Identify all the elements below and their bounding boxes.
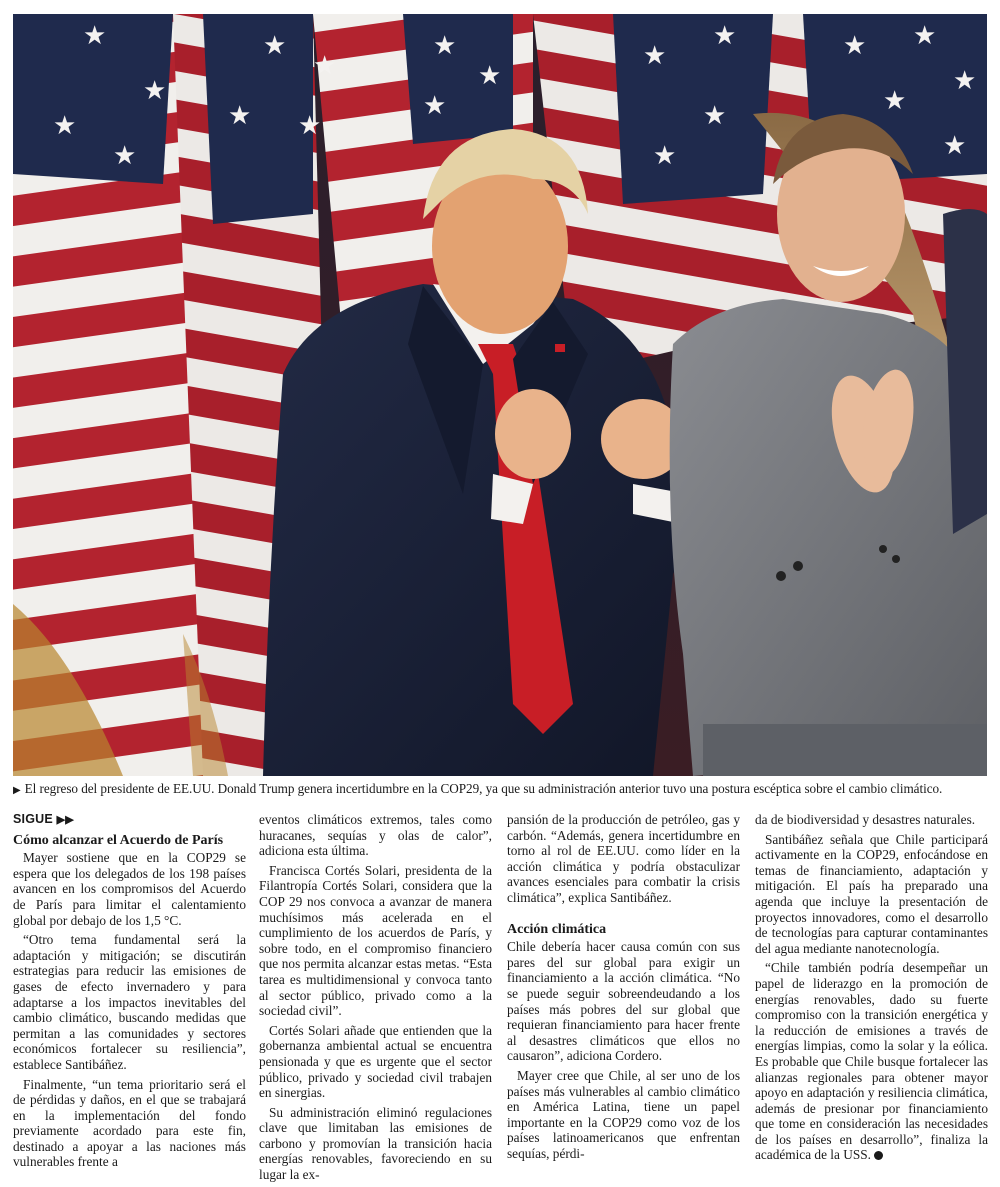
svg-text:★: ★: [143, 76, 167, 106]
svg-text:★: ★: [53, 111, 77, 141]
svg-text:★: ★: [298, 111, 322, 141]
paragraph: Cortés Solari añade que entienden que la gobernanza ambiental actual se encuentra pensionada y que es urgente que el sector público, privado y sociedad civil trabajen en sinergias.: [259, 1022, 492, 1101]
svg-text:★: ★: [883, 86, 907, 116]
paragraph: [755, 960, 988, 1163]
paragraph: Mayer cree que Chile, al ser uno de los países más vulnerables al cambio climático en América Latina, tiene un papel importante en la COP29 como voz de los países latinoamericanos que enfrentan sequías, pérdi-: [507, 1067, 740, 1161]
svg-text:★: ★: [943, 131, 967, 161]
svg-text:★: ★: [423, 91, 447, 121]
sigue-text: SIGUE: [13, 812, 53, 826]
photo-caption: [13, 780, 993, 799]
article-column-4: [755, 812, 988, 1167]
paragraph-continued: pansión de la producción de petróleo, gas y carbón. “Además, genera incertidumbre en torno al rol de EE.UU. como líder en la acción climática y podría obstaculizar avances esenciales para combatir la crisis climática”, explica Santibáñez.: [507, 812, 740, 905]
photo-illustration: [13, 14, 987, 776]
news-photo: [13, 14, 987, 776]
article-column-1: [13, 812, 246, 1174]
paragraph-continued: da de biodiversidad y desastres naturales.: [755, 812, 976, 827]
article-column-2: [259, 812, 492, 1187]
paragraph-continued: eventos climáticos extremos, tales como huracanes, sequías y olas de calor”, adiciona esta última.: [259, 812, 492, 859]
svg-text:★: ★: [263, 31, 287, 61]
paragraph: “Otro tema fundamental será la adaptación y mitigación; se discutirán estrategias para reducir las emisiones de gases de efecto invernadero y para adaptarse a los impactos inevitables del cambio climático, buscando medidas que permitan a las comunidades y sectores económicos fortalecer su resiliencia”, establece Santibáñez.: [13, 932, 246, 1072]
svg-text:★: ★: [83, 21, 107, 51]
caption-marker-icon: ▶: [13, 785, 21, 796]
paragraph: Santibáñez señala que Chile participará activamente en la COP29, enfocándose en temas de financiamiento, adaptación y mitigación. El país ha preparado una agenda que incluye la presentación de proyectos innovadores, como el desarrollo de tecnologías para capturar contaminantes del agua mediante nanotecnología.: [755, 831, 988, 956]
closing-paragraph-text: “Chile también podría desempeñar un papel de liderazgo en la promoción de energías renovables, dado su fuerte compromiso con la transición energética y la reducción de emisiones a través de energías limpias, como la solar y la eólica. Es probable que Chile busque fortalecer las alianzas regionales para obtener mayor apoyo en adaptación y resiliencia climática, además de presionar por financiamiento que tome en consideración las necesidades de los países en desarrollo”, finaliza la académica de la USS.: [755, 960, 988, 1163]
svg-text:★: ★: [913, 21, 937, 51]
svg-text:★: ★: [228, 101, 252, 131]
section-heading: Cómo alcanzar el Acuerdo de París: [13, 832, 224, 848]
paragraph: Chile debería hacer causa común con sus pares del sur global para exigir un financiamiento a la acción climática. “No se puede seguir sobreendeudando a los países más pobres del sur global que requieran financiamiento para hacer frente al desastres climáticos que ellos no causaron”, adiciona Cordero.: [507, 939, 740, 1064]
svg-text:★: ★: [703, 101, 727, 131]
svg-text:★: ★: [653, 141, 677, 171]
section-heading: Acción climática: [507, 921, 607, 937]
svg-text:★: ★: [313, 51, 337, 81]
article-column-3: [507, 812, 740, 1165]
end-mark-icon: [874, 1151, 883, 1160]
paragraph: Finalmente, “un tema prioritario será el de pérdidas y daños, en el que se trabajará en la implementación del fondo previamente acordado para este fin, destinado a apoyar a las naciones más vulnerables frente a: [13, 1076, 246, 1170]
svg-text:★: ★: [433, 31, 457, 61]
double-arrow-icon: ▶▶: [56, 814, 74, 826]
svg-text:★: ★: [113, 141, 137, 171]
paragraph: Francisca Cortés Solari, presidenta de la Filantropía Cortés Solari, considera que la COP 29 nos convoca a avanzar de manera muchísimos más acelerada en el cumplimiento de los acuerdos de París, y sobre todo, en el compromiso financiero que nos permita alcanzar estas metas. “Esta tarea es multidimensional y convoca tanto al sector público, privado como a la sociedad civil”.: [259, 862, 492, 1019]
svg-text:★: ★: [843, 31, 867, 61]
caption-text: El regreso del presidente de EE.UU. Donald Trump genera incertidumbre en la COP29, ya que su administración anterior tuvo una postura escéptica sobre el cambio climático.: [24, 781, 943, 796]
paragraph: Su administración eliminó regulaciones clave que limitaban las emisiones de carbono y promovían la transición hacia energías renovables, favoreciendo en su lugar la ex-: [259, 1104, 492, 1183]
paragraph: Mayer sostiene que en la COP29 se espera que los delegados de los 198 países avancen en los compromisos del Acuerdo de París para limitar el calentamiento global por debajo de los 1,5 °C.: [13, 850, 246, 928]
svg-text:★: ★: [643, 41, 667, 71]
svg-text:★: ★: [713, 21, 737, 51]
svg-text:★: ★: [478, 61, 502, 91]
svg-text:★: ★: [953, 66, 977, 96]
continues-label: [13, 812, 246, 829]
